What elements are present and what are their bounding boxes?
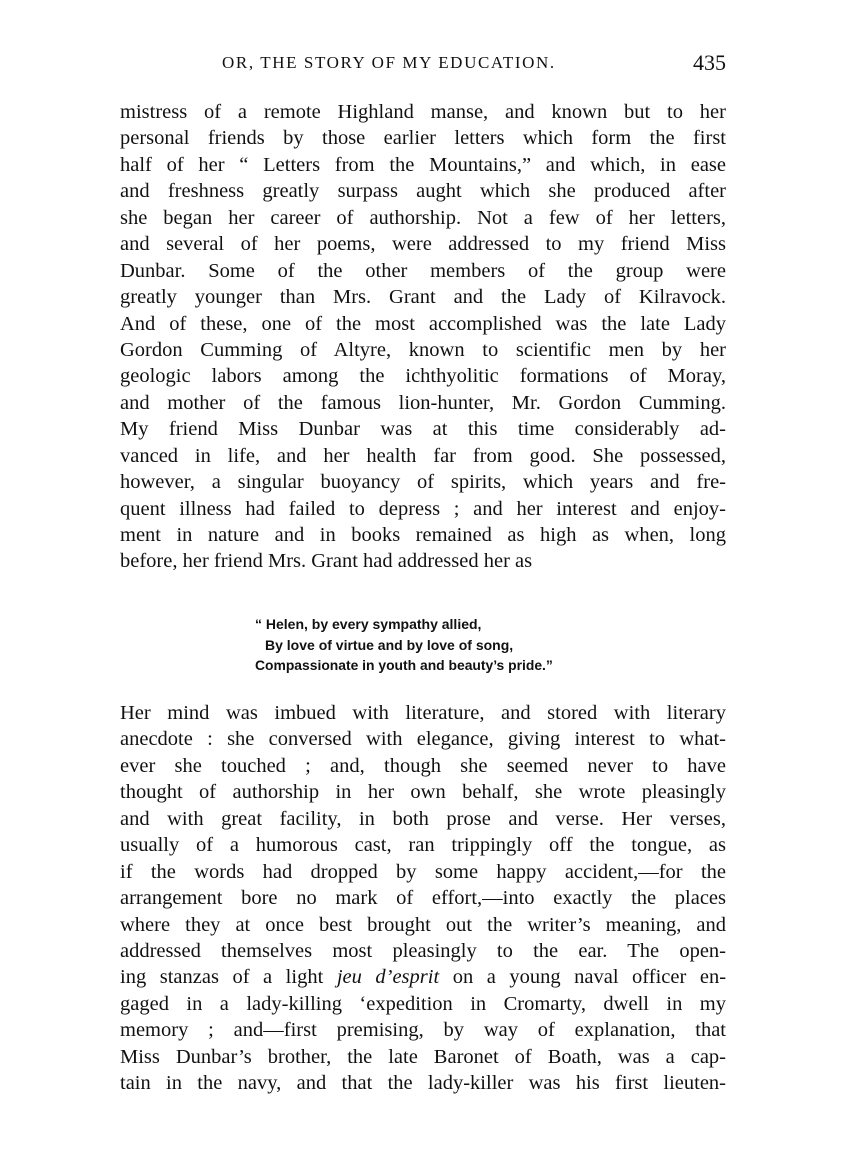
page-number: 435 — [693, 50, 726, 75]
text-line: vanced in life, and her health far from good. She possessed, — [120, 444, 726, 467]
text-line: gaged in a lady-killing ‘expedition in Cromarty, dwell in my — [120, 992, 726, 1015]
text-line: mistress of a remote Highland manse, and known but to her — [120, 101, 726, 123]
paragraph-1 — [120, 99, 726, 575]
text-line: ever she touched ; and, though she seemed never to have — [120, 754, 726, 777]
text-line: she began her career of authorship. Not a few of her letters, — [120, 206, 726, 229]
text-line: geologic labors among the ichthyolitic formations of Moray, — [120, 365, 726, 388]
text-line-with-italic — [120, 964, 726, 990]
text-line: My friend Miss Dunbar was at this time considerably ad- — [120, 418, 726, 441]
text-line: however, a singular buoyancy of spirits, which years and fre- — [120, 471, 726, 494]
verse-line: By love of virtue and by love of song, — [265, 636, 514, 653]
running-head — [120, 50, 726, 80]
italic-phrase: jeu d’esprit — [336, 966, 440, 989]
text-line: greatly younger than Mrs. Grant and the Lady of Kilravock. — [120, 286, 726, 309]
text-line: ment in nature and in books remained as high as when, long — [120, 524, 726, 546]
text-line: memory ; and—first premising, by way of explanation, that — [120, 1019, 726, 1042]
text-line: where they at once best brought out the writer’s meaning, and — [120, 913, 726, 936]
verse-line: Compassionate in youth and beauty’s pride.” — [255, 657, 553, 673]
text-line: anecdote : she conversed with elegance, giving interest to what- — [120, 728, 726, 751]
text-run: on a young naval officer en- — [439, 966, 727, 989]
text-line: tain in the navy, and that the lady-killer was his first lieuten- — [120, 1072, 726, 1095]
text-line: Dunbar. Some of the other members of the group were — [120, 259, 726, 282]
text-line: arrangement bore no mark of effort,—into exactly the places — [120, 887, 726, 910]
text-line: thought of authorship in her own behalf, she wrote pleasingly — [120, 781, 726, 804]
text-line: Her mind was imbued with literature, and stored with literary — [120, 702, 726, 724]
text-line: And of these, one of the most accomplished was the late Lady — [120, 312, 726, 335]
text-line: and freshness greatly surpass aught which she produced after — [120, 180, 726, 203]
verse-line: “ Helen, by every sympathy allied, — [255, 616, 482, 632]
text-line: Gordon Cumming of Altyre, known to scientific men by her — [120, 338, 726, 361]
text-line: Miss Dunbar’s brother, the late Baronet of Boath, was a cap- — [120, 1045, 726, 1068]
text-line: and mother of the famous lion-hunter, Mr. Gordon Cumming. — [120, 391, 726, 414]
text-line: usually of a humorous cast, ran trippingly off the tongue, as — [120, 834, 726, 857]
text-line: and with great facility, in both prose and verse. Her verses, — [120, 807, 726, 830]
paragraph-2 — [120, 700, 726, 1097]
text-line: if the words had dropped by some happy accident,—for the — [120, 860, 726, 883]
text-run: ing stanzas of a light — [120, 966, 337, 989]
text-line: addressed themselves most pleasingly to the ear. The open- — [120, 939, 726, 962]
text-line: personal friends by those earlier letters which form the first — [120, 127, 726, 150]
text-line: and several of her poems, were addressed to my friend Miss — [120, 233, 726, 256]
text-line: half of her “ Letters from the Mountains,” and which, in ease — [120, 153, 726, 176]
text-line: quent illness had failed to depress ; and her interest and enjoy- — [120, 497, 726, 520]
text-line: before, her friend Mrs. Grant had addressed her as — [120, 550, 533, 573]
verse-quotation — [255, 614, 555, 676]
running-title: OR, THE STORY OF MY EDUCATION. — [222, 53, 556, 72]
